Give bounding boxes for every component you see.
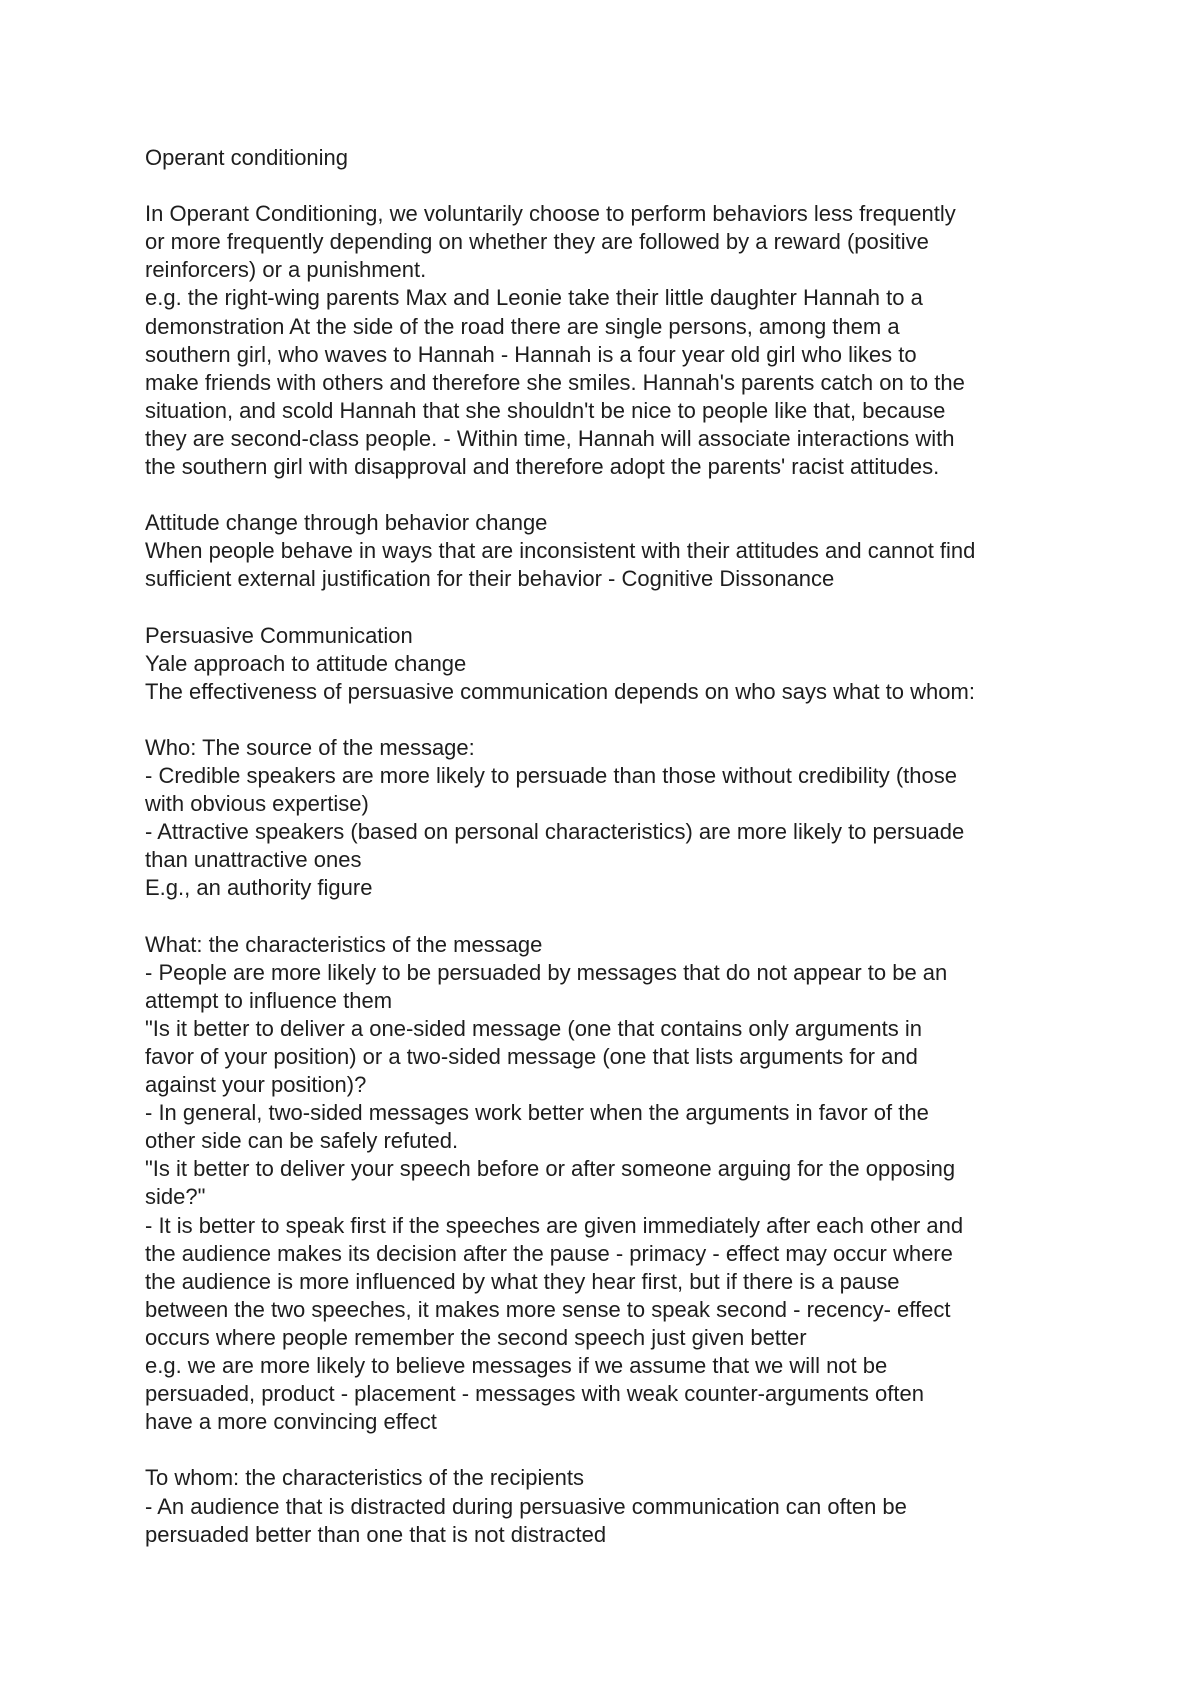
text-line: Operant conditioning (145, 145, 349, 170)
text-line: they are second-class people. - Within time, Hannah will associate interactions with (145, 425, 955, 451)
blank-line (145, 903, 1085, 931)
text-line: situation, and scold Hannah that she shouldn't be nice to people like that, because (145, 397, 946, 423)
text-line: make friends with others and therefore she smiles. Hannah's parents catch on to the (145, 369, 965, 395)
text-line: the audience makes its decision after the pause - primacy - effect may occur where (145, 1240, 953, 1266)
blank-line (145, 706, 1085, 734)
text-line: "Is it better to deliver your speech before or after someone arguing for the opposing (145, 1156, 956, 1182)
text-line: "Is it better to deliver a one-sided message (one that contains only arguments in (145, 1015, 923, 1041)
text-line: persuaded better than one that is not distracted (145, 1521, 607, 1547)
text-line: Persuasive Communication (145, 622, 413, 648)
text-line: - People are more likely to be persuaded by messages that do not appear to be an (145, 959, 948, 985)
blank-line (145, 481, 1085, 509)
text-line: southern girl, who waves to Hannah - Hannah is a four year old girl who likes to (145, 341, 917, 367)
text-line: The effectiveness of persuasive communication depends on who says what to whom: (145, 678, 975, 704)
text-line: the southern girl with disapproval and therefore adopt the parents' racist attitudes. (145, 454, 940, 480)
text-line: attempt to influence them (145, 987, 393, 1013)
text-line: Who: The source of the message: (145, 734, 475, 760)
text-line: with obvious expertise) (145, 791, 369, 817)
text-line: against your position)? (145, 1072, 367, 1098)
text-line: than unattractive ones (145, 847, 362, 873)
text-line: In Operant Conditioning, we voluntarily choose to perform behaviors less frequently (145, 201, 956, 227)
text-line: have a more convincing effect (145, 1409, 437, 1435)
text-line: - Credible speakers are more likely to persuade than those without credibility (those (145, 763, 957, 789)
text-line: between the two speeches, it makes more sense to speak second - recency- effect (145, 1296, 951, 1322)
text-line: favor of your position) or a two-sided message (one that lists arguments for and (145, 1044, 918, 1069)
text-line: When people behave in ways that are inconsistent with their attitudes and cannot find (145, 538, 976, 564)
text-line: What: the characteristics of the message (145, 931, 543, 957)
text-line: - Attractive speakers (based on personal characteristics) are more likely to persuade (145, 819, 965, 845)
text-line: e.g. we are more likely to believe messages if we assume that we will not be (145, 1353, 888, 1379)
text-line: other side can be safely refuted. (145, 1128, 459, 1154)
text-line: the audience is more influenced by what they hear first, but if there is a pause (145, 1268, 900, 1294)
text-line: - It is better to speak first if the speeches are given immediately after each other and (145, 1212, 964, 1238)
text-line: demonstration At the side of the road there are single persons, among them a (145, 313, 900, 339)
document-body (145, 144, 1085, 1549)
text-line: E.g., an authority figure (145, 875, 373, 901)
text-line: - In general, two-sided messages work better when the arguments in favor of the (145, 1100, 929, 1126)
text-line: or more frequently depending on whether they are followed by a reward (positive (145, 229, 929, 255)
text-line: To whom: the characteristics of the recipients (145, 1465, 584, 1491)
blank-line (145, 172, 1085, 200)
text-line: reinforcers) or a punishment. (145, 257, 427, 283)
text-line: occurs where people remember the second speech just given better (145, 1324, 807, 1350)
text-line: persuaded, product - placement - messages with weak counter-arguments often (145, 1381, 924, 1407)
text-line: e.g. the right-wing parents Max and Leonie take their little daughter Hannah to a (145, 285, 923, 311)
text-line: sufficient external justification for their behavior - Cognitive Dissonance (145, 566, 835, 592)
text-line: - An audience that is distracted during persuasive communication can often be (145, 1493, 907, 1519)
text-line: Yale approach to attitude change (145, 650, 467, 676)
blank-line (145, 1436, 1085, 1464)
text-line: Attitude change through behavior change (145, 510, 548, 536)
text-line: side?" (145, 1184, 206, 1210)
blank-line (145, 594, 1085, 622)
